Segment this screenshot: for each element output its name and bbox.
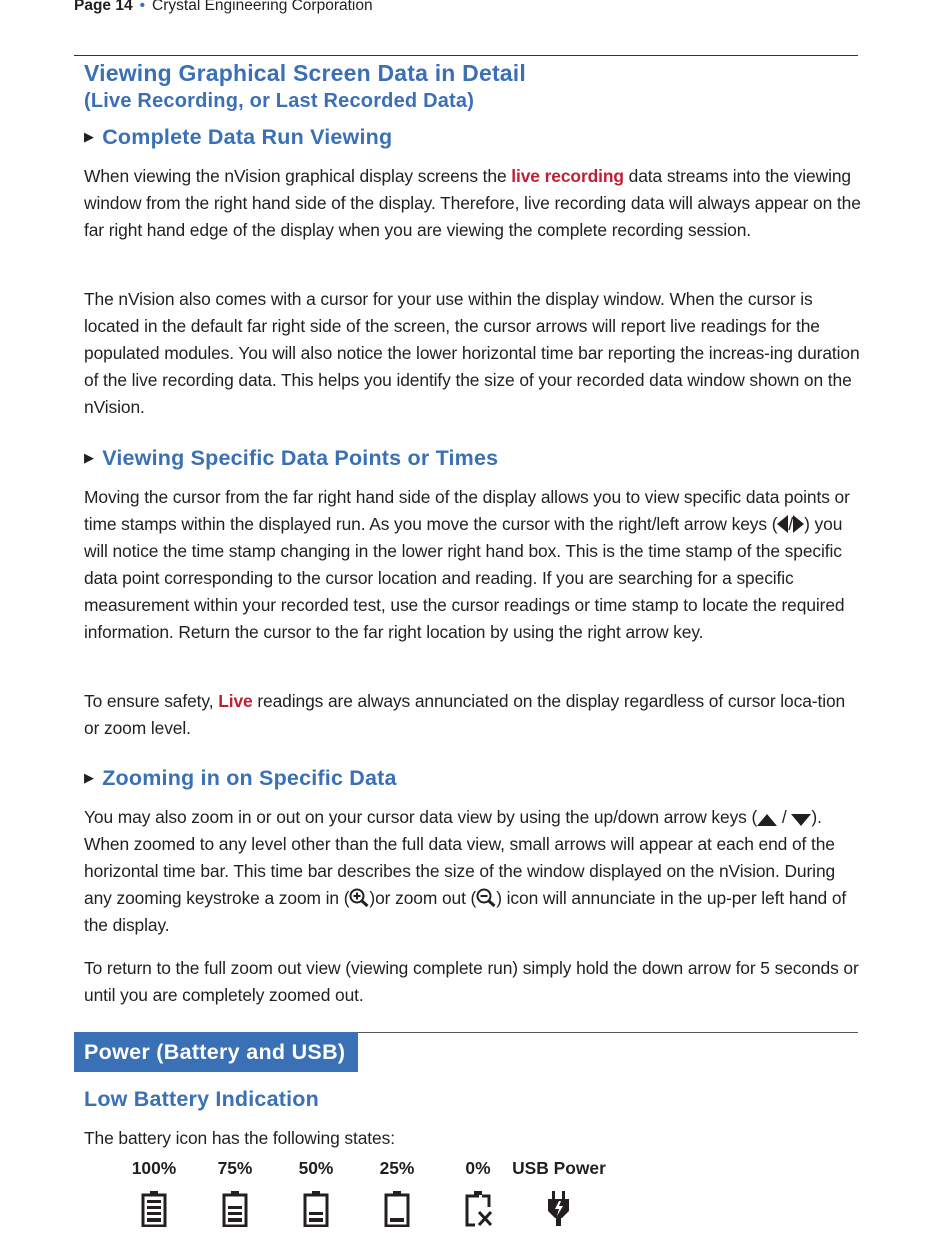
text-run: ). When zoomed to any level other than the full data view, small arrows will appear at each end of the horizontal time bar. This time bar describes the size of the window displayed on the nVision. During any zooming keystroke a zoom in ( xyxy=(84,807,836,908)
text-run: data streams into the viewing window from the right hand side of the display. Therefore, live recording data will always appear on the far right hand edge of the display when you are viewing the complete recording session. xyxy=(84,166,861,240)
header-divider xyxy=(74,55,858,56)
battery-0-icon xyxy=(465,1191,493,1227)
specific-points-paragraph-1 xyxy=(84,484,862,646)
up-arrow-key-icon xyxy=(757,814,777,826)
zooming-heading-text: Zooming in on Specific Data xyxy=(102,766,397,790)
company-name: Crystal Engineering Corporation xyxy=(152,0,373,14)
page-number: Page 14 xyxy=(74,0,133,14)
text-run: ) you will notice the time stamp changing in the lower right hand box. This is the time stamp of the specific data point corresponding to the cursor location and reading. If you are searching for a specific measurement within your recorded test, use the cursor readings or time stamp to locate the required information. Return the cursor to the far right location by using the right arrow key. xyxy=(84,514,845,642)
live-highlight: Live xyxy=(218,691,253,711)
battery-state-label: 0% xyxy=(465,1158,491,1178)
triangle-bullet-icon: ▶ xyxy=(84,450,95,465)
text-run: Moving the cursor from the far right hand side of the display allows you to view specific data points or time stamps within the displayed run. As you move the cursor with the right/left arrow keys ( xyxy=(84,487,850,534)
triangle-bullet-icon: ▶ xyxy=(84,129,95,144)
text-run: ) icon will annunciate in the up-per left hand of the display. xyxy=(84,888,847,935)
battery-100-icon xyxy=(141,1191,167,1227)
text-run: readings are always annunciated on the display regardless of cursor loca-tion or zoom level. xyxy=(84,691,846,738)
complete-run-heading-text: Complete Data Run Viewing xyxy=(102,125,393,149)
battery-state-label: 25% xyxy=(379,1158,415,1178)
power-section-title: Power (Battery and USB) xyxy=(84,1040,346,1064)
down-arrow-key-icon xyxy=(791,814,811,826)
battery-50-icon xyxy=(303,1191,329,1227)
text-run: / xyxy=(788,514,794,534)
power-section-divider xyxy=(358,1032,858,1033)
specific-points-heading xyxy=(84,444,498,472)
zoom-out-icon xyxy=(476,888,496,907)
zoom-in-icon xyxy=(349,888,369,907)
complete-run-paragraph-2: The nVision also comes with a cursor for your use within the display window. When the cursor is located in the default far right side of the screen, the cursor arrows will report live readings for the populated modules. You will also notice the lower horizontal time bar reporting the increas-ing duration of the live recording data. This helps you identify the size of your recorded data window shown on the nVision. xyxy=(84,289,860,417)
specific-points-heading-text: Viewing Specific Data Points or Times xyxy=(102,446,499,470)
zooming-paragraph-2: To return to the full zoom out view (viewing complete run) simply hold the down arrow for 5 seconds or until you are completely zoomed out. xyxy=(84,958,859,1005)
battery-state-label: USB Power xyxy=(512,1158,606,1178)
right-arrow-key-icon xyxy=(793,515,804,533)
section-subtitle: (Live Recording, or Last Recorded Data) xyxy=(84,90,475,112)
left-arrow-key-icon xyxy=(777,515,788,533)
section-title: Viewing Graphical Screen Data in Detail xyxy=(84,60,526,86)
battery-state-label: 50% xyxy=(298,1158,334,1178)
specific-points-paragraph-2 xyxy=(84,688,862,742)
text-run: You may also zoom in or out on your cursor data view by using the up/down arrow keys ( xyxy=(84,807,758,827)
zooming-paragraph-1 xyxy=(84,804,862,939)
header-bullet: • xyxy=(139,0,146,14)
text-run: )or zoom out ( xyxy=(369,888,477,908)
usb-power-icon xyxy=(546,1191,572,1227)
live-recording-highlight: live recording xyxy=(511,166,624,186)
battery-state-label: 100% xyxy=(131,1158,177,1178)
battery-states-intro: The battery icon has the following states: xyxy=(84,1128,395,1148)
complete-run-paragraph-1 xyxy=(84,163,862,244)
zooming-heading xyxy=(84,764,397,792)
battery-75-icon xyxy=(222,1191,248,1227)
low-battery-heading: Low Battery Indication xyxy=(84,1087,319,1111)
page-header xyxy=(74,0,373,15)
complete-run-heading xyxy=(84,123,392,151)
text-run: When viewing the nVision graphical display screens the xyxy=(84,166,512,186)
battery-state-label: 75% xyxy=(217,1158,253,1178)
text-run: To ensure safety, xyxy=(84,691,219,711)
text-run: / xyxy=(777,807,792,827)
battery-25-icon xyxy=(384,1191,410,1227)
triangle-bullet-icon: ▶ xyxy=(84,770,95,785)
